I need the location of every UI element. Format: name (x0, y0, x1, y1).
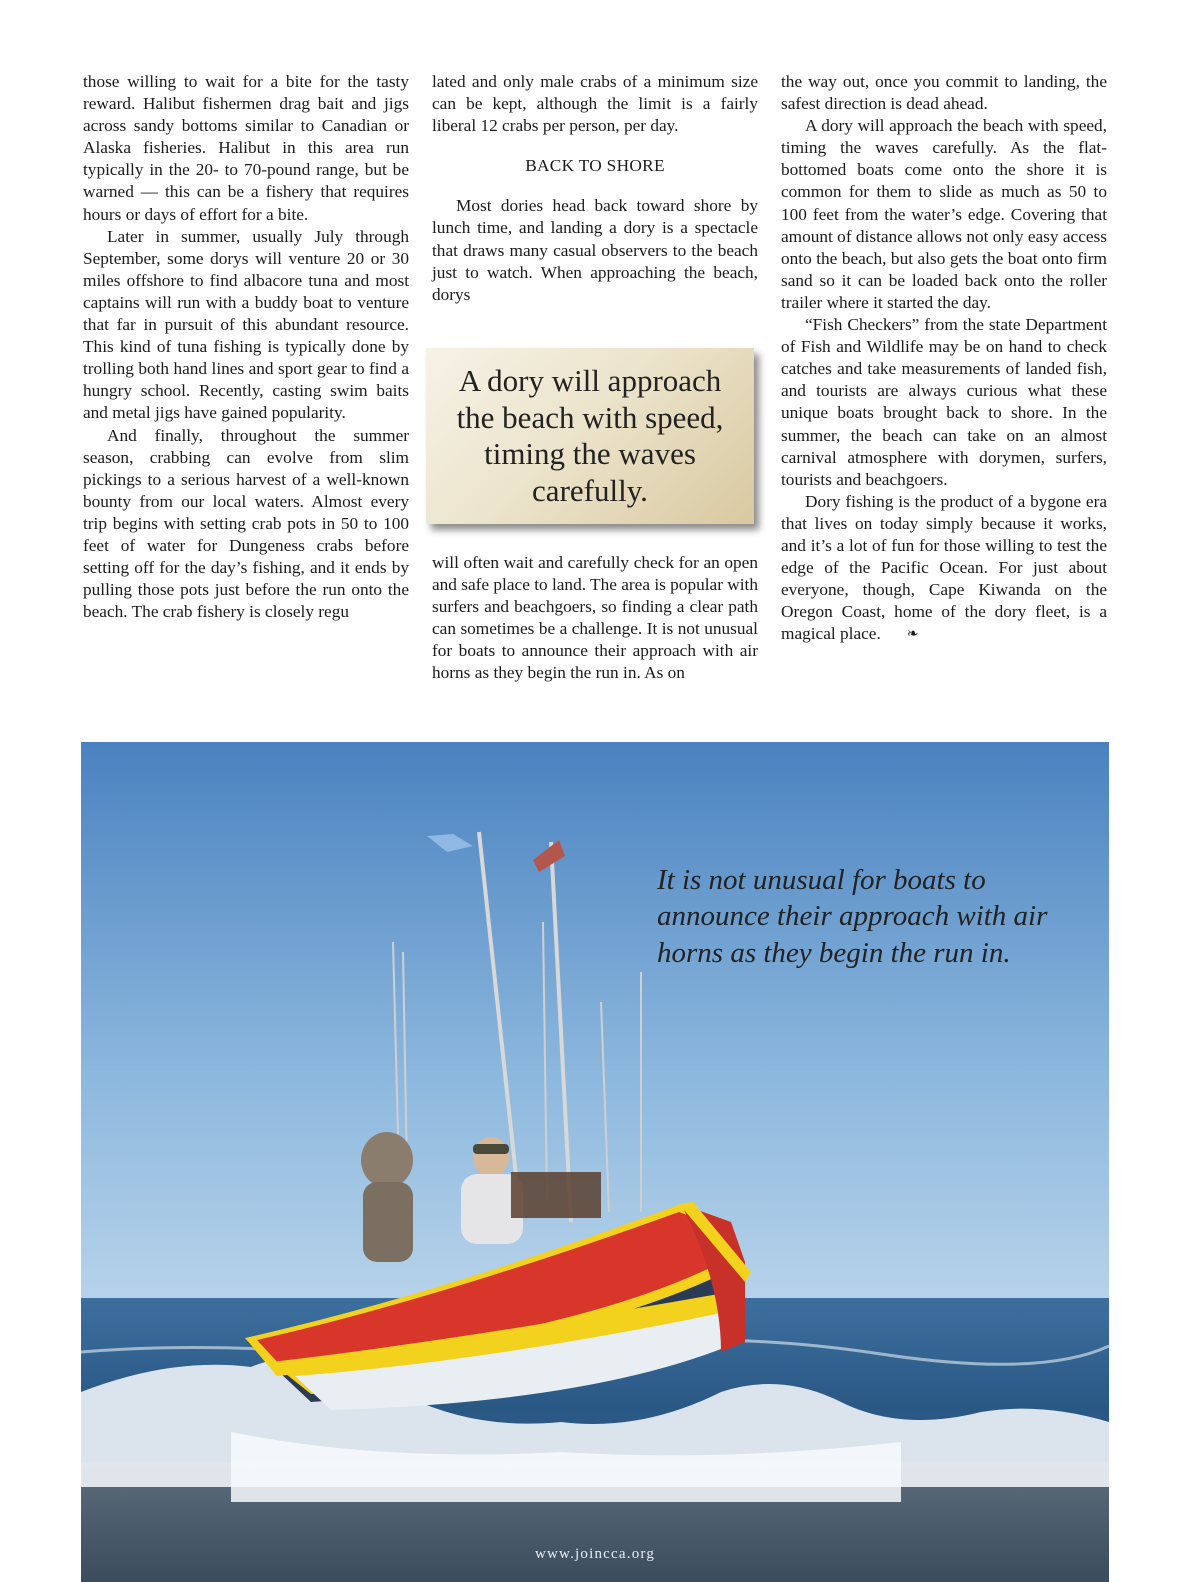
dory-photo-illustration (81, 742, 1109, 1582)
article-column-2-continued (432, 552, 758, 685)
photo-caption: It is not unusual for boats to announce their approach with air horns as they begin the run in. (657, 864, 1048, 969)
dory-photo (81, 742, 1109, 1582)
paragraph: lated and only male crabs of a minimum size can be kept, although the limit is a fairly liberal 12 crabs per person, per day. (432, 72, 758, 136)
paragraph: those willing to wait for a bite for the tasty reward. Halibut fishermen drag bait and jigs across sandy bottoms similar to Canadian or Alaska fisheries. Halibut in this area run typically in the 20- to 70-pound range, but be warned — this can be a fishery that requires hours or days of effort for a bite. (83, 72, 409, 224)
paragraph: Later in summer, usually July through September, some dorys will venture 20 or 30 miles offshore to find albacore tuna and most captains will run with a buddy boat to venture that far in pursuit of this abundant resource. This kind of tuna fishing is typically done by trolling both hand lines and sport gear to find a hungry school. Recently, casting swim baits and metal jigs have gained popularity. (83, 226, 409, 423)
article-column-1 (83, 71, 409, 623)
section-subhead: BACK TO SHORE (525, 156, 665, 176)
paragraph (781, 491, 1107, 647)
paragraph-text: Dory fishing is the product of a bygone era that lives on today simply because it works, and it’s a lot of fun for those willing to test the edge of the Pacific Ocean. For just about everyone, though, Cape Kiwanda on the Oregon Coast, home of the dory fleet, is a magical place. (781, 491, 1107, 644)
paragraph: will often wait and carefully check for an open and safe place to land. The area is popular with surfers and beachgoers, so finding a clear path can sometimes be a challenge. It is not unusual for boats to announce their approach with air horns as they begin the run in. As on (432, 553, 758, 683)
paragraph: the way out, once you commit to landing, the safest direction is dead ahead. (781, 72, 1107, 114)
paragraph: Most dories head back toward shore by lunch time, and landing a dory is a spectacle that draws many casual observers to the beach just to watch. When approaching the beach, dorys (432, 196, 758, 304)
paragraph: A dory will approach the beach with speed, timing the waves carefully. As the flat-bottomed boats come onto the shore it is common for them to slide as much as 50 to 100 feet from the water’s edge. Covering that amount of distance allows not only easy access onto the beach, but also gets the boat onto firm sand so it can be loaded back onto the roller trailer where it started the day. (781, 116, 1107, 312)
article-column-2 (432, 71, 758, 306)
paragraph: “Fish Checkers” from the state Department of Fish and Wildlife may be on hand to check catches and take measurements of landed fish, and tourists are always curious what these unique boats brought back to shore. In the summer, the beach can take on an almost carnival atmosphere with dorymen, surfers, tourists and beachgoers. (781, 315, 1107, 489)
end-mark-icon: ❧ (906, 627, 919, 643)
article-column-3 (781, 71, 1107, 646)
pull-quote (426, 348, 754, 524)
paragraph: And finally, throughout the summer season, crabbing can evolve from slim pickings to a serious harvest of a well-known bounty from our local waters. Almost every trip begins with setting crab pots in 50 to 100 feet of water for Dungeness crabs before setting off for the day’s fishing, and it ends by pulling those pots just before the run onto the beach. The crab fishery is closely regu (83, 425, 409, 622)
pull-quote-text: A dory will approach the beach with speed, timing the waves carefully. (456, 363, 724, 508)
footer-url: www.joincca.org (534, 1546, 656, 1562)
